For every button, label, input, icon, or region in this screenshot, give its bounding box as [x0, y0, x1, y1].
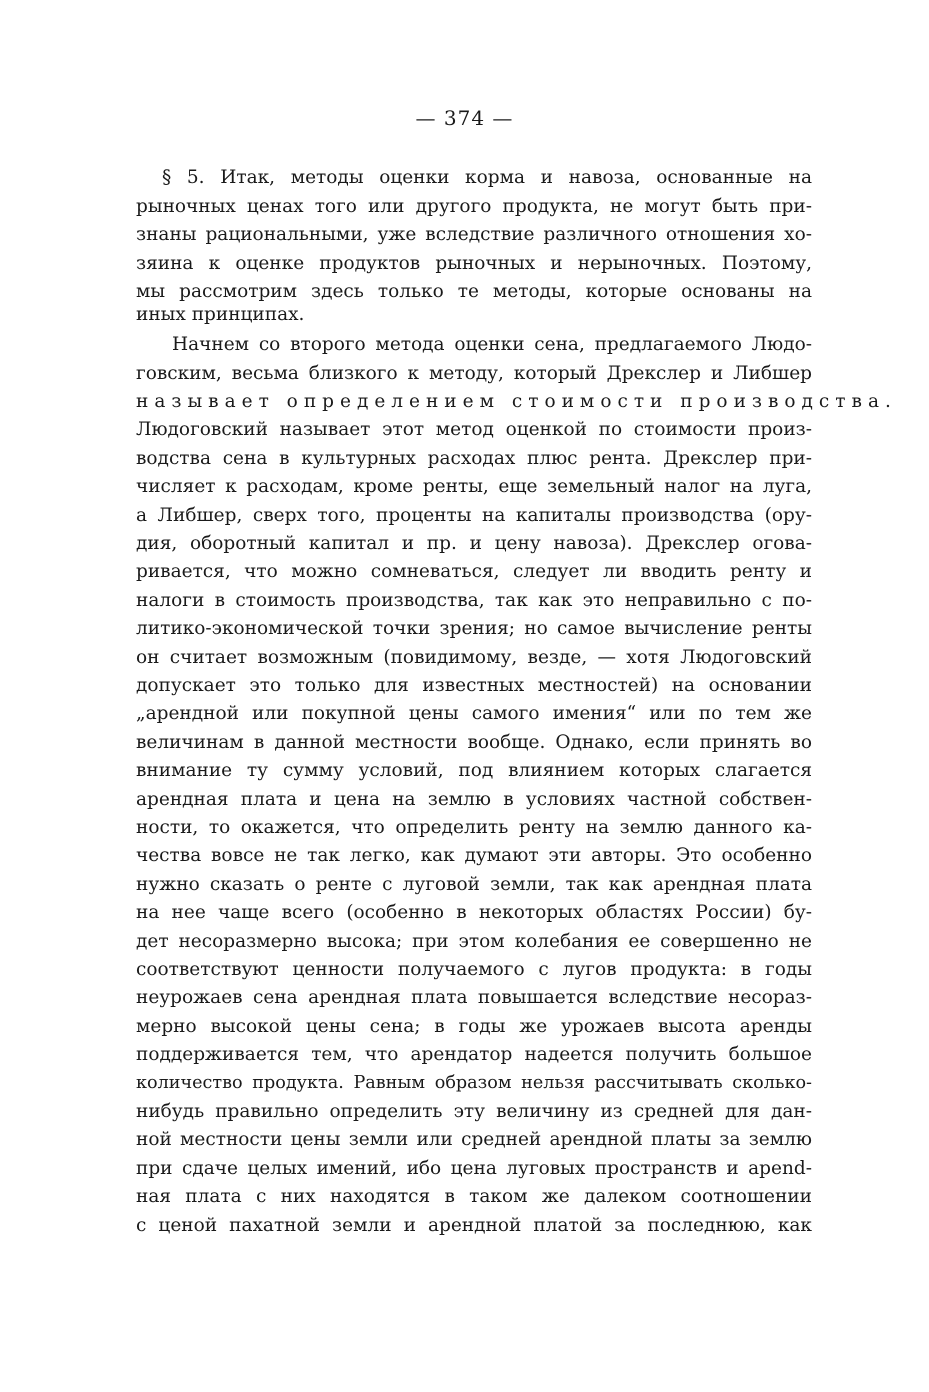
text-line: иных принципах.: [136, 304, 305, 325]
text-line: нибудь правильно определить эту величину из средней для дан-: [136, 1101, 812, 1122]
text-line: ной местности цены земли или средней арендной платы за землю: [136, 1129, 812, 1150]
text-line: литико-экономической точки зрения; но самое вычисление ренты: [136, 618, 812, 639]
text-line: „арендной или покупной цены самого имения“ или по тем же: [136, 703, 812, 724]
text-line: ривается, что можно сомневаться, следует ли вводить ренту и: [136, 561, 812, 582]
text-line: величинам в данной местности вообще. Однако, если принять во: [136, 732, 812, 753]
text-line: арендная плата и цена на землю в условиях частной собствен-: [136, 789, 812, 810]
text-line: ности, то окажется, что определить ренту на землю данного ка-: [136, 817, 812, 838]
text-line: внимание ту сумму условий, под влиянием которых слагается: [136, 760, 812, 781]
text-line: а Либшер, сверх того, проценты на капиталы производства (ору-: [136, 505, 812, 526]
text-line: мерно высокой цены сена; в годы же урожаев высота аренды: [136, 1016, 812, 1037]
text-line: Начнем со второго метода оценки сена, предлагаемого Людо-: [172, 334, 812, 355]
text-line: знаны рациональными, уже вследствие различного отношения хо-: [136, 224, 812, 245]
text-line: количество продукта. Равным образом нельзя рассчитывать сколько-: [136, 1073, 812, 1093]
text-line: зяина к оценке продуктов рыночных и нерыночных. Поэтому,: [136, 253, 812, 274]
text-line: соответствуют ценности получаемого с лугов продукта: в годы: [136, 959, 812, 980]
text-line: он считает возможным (повидимому, везде, — хотя Людоговский: [136, 647, 812, 668]
text-line: дия, оборотный капитал и пр. и цену навоза). Дрекслер огова-: [136, 533, 812, 554]
text-line: Людоговский называет этот метод оценкой по стоимости произ-: [136, 419, 812, 440]
text-line: мы рассмотрим здесь только те методы, которые основаны на: [136, 281, 812, 302]
text-line: числяет к расходам, кроме ренты, еще земельный налог на луга,: [136, 476, 812, 497]
text-line: поддерживается тем, что арендатор надеется получить большое: [136, 1044, 812, 1065]
text-line: с ценой пахатной земли и арендной платой за последнюю, как: [136, 1215, 812, 1236]
text-line: налоги в стоимость производства, так как это неправильно с по-: [136, 590, 812, 611]
page-number: — 374 —: [415, 106, 514, 130]
text-line: § 5. Итак, методы оценки корма и навоза, основанные на: [162, 167, 812, 188]
text-line-spaced: называет определением стоимости производства.: [136, 391, 897, 412]
text-line: водства сена в культурных расходах плюс рента. Дрекслер при-: [136, 448, 812, 469]
text-line: чества вовсе не так легко, как думают эти авторы. Это особенно: [136, 845, 812, 866]
text-line: нужно сказать о ренте с луговой земли, так как арендная плата: [136, 874, 812, 895]
text-line: неурожаев сена арендная плата повышается вследствие несораз-: [136, 987, 812, 1008]
text-line: при сдаче целых имений, ибо цена луговых пространств и арend-: [136, 1158, 812, 1179]
text-line: говским, весьма близкого к методу, который Дрекслер и Либшер: [136, 363, 812, 384]
text-line: допускает это только для известных местностей) на основании: [136, 675, 812, 696]
text-line: ная плата с них находятся в таком же далеком соотношении: [136, 1186, 812, 1207]
text-line: рыночных ценах того или другого продукта, не могут быть при-: [136, 196, 812, 217]
text-line: на нее чаще всего (особенно в некоторых областях России) бу-: [136, 902, 812, 923]
text-line: дет несоразмерно высока; при этом колебания ее совершенно не: [136, 931, 812, 952]
